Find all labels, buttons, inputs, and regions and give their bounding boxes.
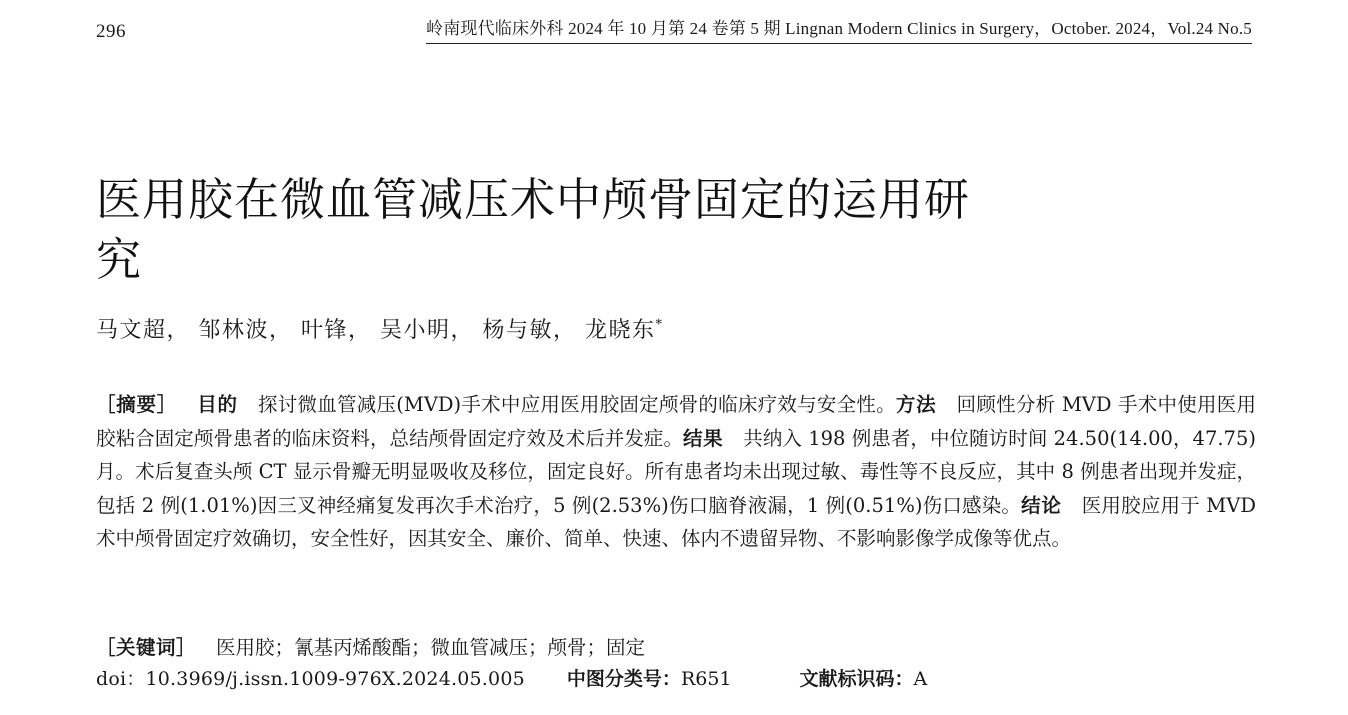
document-code — [800, 665, 928, 694]
abstract-objective-label: 目的 — [197, 393, 238, 416]
running-head — [96, 18, 1252, 44]
keywords-section — [96, 632, 1256, 663]
abstract-conclusion-label: 结论 — [1021, 493, 1062, 517]
clc-number — [567, 665, 732, 694]
abstract-methods-text: 回顾性分析 MVD 手术中使用医用胶粘合固定颅骨患者的临床资料，总结颅骨固定疗效及术后并发症。 — [96, 393, 1256, 450]
document-code-value: A — [913, 668, 928, 690]
abstract-conclusion-text: 医用胶应用于 MVD 术中颅骨固定疗效确切，安全性好，因其安全、廉价、简单、快速、体内不遗留异物、不影响影像学成像等优点。 — [96, 493, 1256, 551]
doi-value: doi：10.3969/j.issn.1009-976X.2024.05.005 — [96, 668, 525, 690]
page-number: 296 — [96, 21, 126, 43]
corresponding-author-mark: * — [655, 317, 664, 333]
author-names: 马文超， 邹林波， 叶锋， 吴小明， 杨与敏， 龙晓东 — [96, 318, 656, 343]
clc-value: R651 — [680, 668, 732, 690]
author-list — [96, 313, 1196, 344]
journal-citation-line: 岭南现代临床外科 2024 年 10 月第 24 卷第 5 期 Lingnan Modern Clinics in Surgery，October. 2024，Vol.24 No.5 — [426, 18, 1252, 44]
abstract-section — [96, 388, 1256, 556]
abstract-methods-label: 方法 — [895, 393, 937, 416]
keywords-label: ［关键词］ — [96, 636, 197, 659]
abstract-objective-text: 探讨微血管减压(MVD)手术中应用医用胶固定颅骨的临床疗效与安全性。 — [257, 393, 896, 416]
abstract-results-text: 共纳入 198 例患者，中位随访时间 24.50(14.00，47.75)月。术后复查头颅 CT 显示骨瓣无明显吸收及移位，固定良好。所有患者均未出现过敏、毒性等不良反应，其中 8 例患者出现并发症，包括 2 例(1.01%)因三叉神经痛复发再次手术治疗，5 例(2.53%)伤口脑脊液漏，1 例(0.51%)伤口感染。 — [96, 426, 1256, 517]
keywords-text: 医用胶；氰基丙烯酸酯；微血管减压；颅骨；固定 — [216, 636, 646, 659]
clc-label: 中图分类号： — [566, 668, 681, 690]
abstract-label: ［摘要］ — [96, 393, 177, 416]
abstract-results-label: 结果 — [683, 426, 724, 450]
title-block — [96, 140, 996, 319]
page-title: 医用胶在微血管减压术中颅骨固定的运用研究 — [96, 173, 971, 286]
article-meta-row — [96, 665, 1256, 694]
document-code-label: 文献标识码： — [799, 668, 914, 690]
